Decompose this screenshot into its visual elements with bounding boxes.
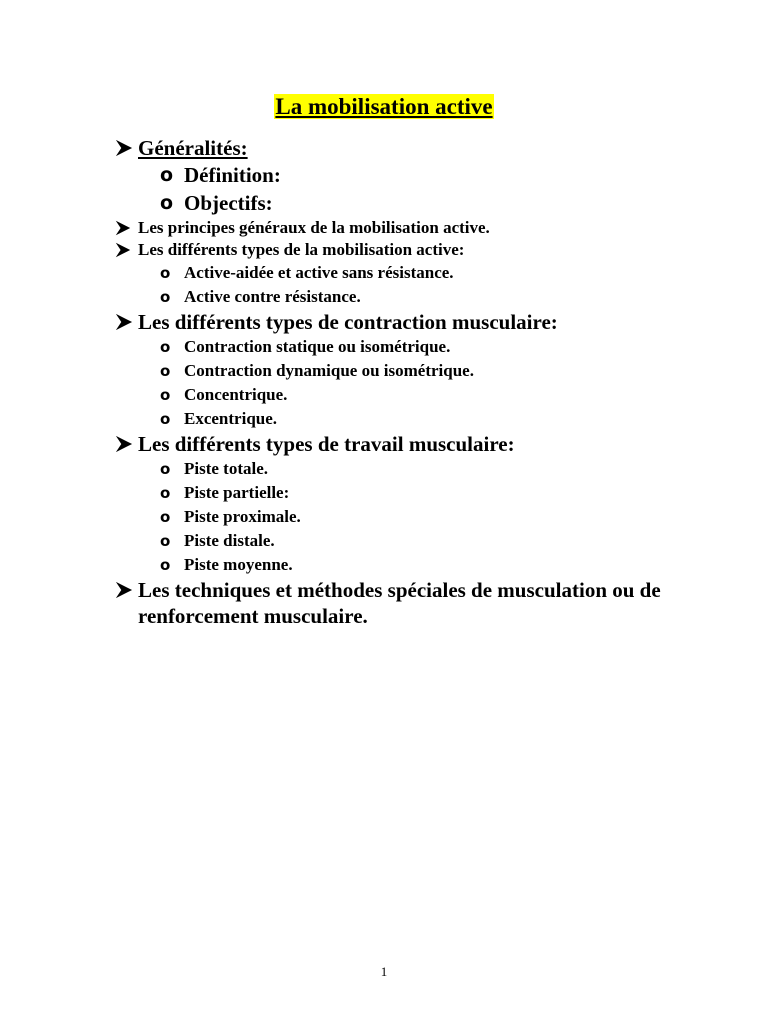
arrow-bullet-icon — [115, 242, 131, 258]
list-item — [113, 335, 673, 359]
list-item — [113, 359, 673, 383]
list-item — [113, 481, 673, 505]
list-item-text: Contraction dynamique ou isométrique. — [184, 361, 474, 380]
circle-bullet-icon: o — [160, 410, 171, 428]
page-title — [0, 93, 768, 121]
list-item — [113, 285, 673, 309]
circle-bullet-icon: o — [160, 508, 171, 526]
circle-bullet-icon: o — [160, 338, 171, 356]
section-heading-principes — [113, 217, 673, 239]
list-item-text: Piste totale. — [184, 459, 269, 478]
section-heading-types-mobilisation — [113, 239, 673, 261]
list-item-text: Active contre résistance. — [184, 287, 361, 306]
section-label: Les principes généraux de la mobilisation active. — [138, 218, 490, 237]
circle-bullet-icon: o — [160, 484, 171, 502]
list-item — [113, 553, 673, 577]
list-item — [113, 383, 673, 407]
section-heading-contraction — [113, 309, 673, 335]
circle-bullet-icon: o — [160, 362, 171, 380]
page-number: 1 — [380, 964, 388, 979]
list-item — [113, 529, 673, 553]
arrow-bullet-icon — [115, 220, 131, 236]
circle-bullet-icon: o — [160, 532, 171, 550]
circle-bullet-icon: o — [160, 460, 171, 478]
circle-bullet-icon: o — [160, 164, 174, 186]
circle-bullet-icon: o — [160, 386, 171, 404]
list-item — [113, 407, 673, 431]
outline — [113, 135, 673, 629]
section-heading-generalites — [113, 135, 673, 161]
section-label: Généralités: — [138, 136, 248, 160]
section-label: Les techniques et méthodes spéciales de musculation ou de renforcement musculaire. — [138, 578, 661, 628]
section-label: Les différents types de la mobilisation active: — [138, 240, 465, 259]
circle-bullet-icon: o — [160, 264, 171, 282]
section-heading-techniques — [113, 577, 673, 629]
page-title-text: La mobilisation active — [275, 94, 493, 119]
list-item — [113, 189, 673, 217]
list-item-text: Piste partielle: — [184, 483, 290, 502]
arrow-bullet-icon — [115, 581, 133, 599]
list-item-text: Objectifs: — [184, 191, 273, 215]
list-item — [113, 505, 673, 529]
arrow-bullet-icon — [115, 435, 133, 453]
list-item — [113, 161, 673, 189]
arrow-bullet-icon — [115, 139, 133, 157]
list-item-text: Piste proximale. — [184, 507, 301, 526]
list-item-text: Piste distale. — [184, 531, 275, 550]
section-label: Les différents types de contraction musculaire: — [138, 310, 558, 334]
list-item — [113, 261, 673, 285]
section-heading-travail — [113, 431, 673, 457]
list-item-text: Concentrique. — [184, 385, 288, 404]
circle-bullet-icon: o — [160, 288, 171, 306]
circle-bullet-icon: o — [160, 556, 171, 574]
list-item-text: Définition: — [184, 163, 281, 187]
list-item — [113, 457, 673, 481]
list-item-text: Contraction statique ou isométrique. — [184, 337, 451, 356]
arrow-bullet-icon — [115, 313, 133, 331]
list-item-text: Excentrique. — [184, 409, 278, 428]
section-label: Les différents types de travail musculaire: — [138, 432, 515, 456]
circle-bullet-icon: o — [160, 192, 174, 214]
list-item-text: Active-aidée et active sans résistance. — [184, 263, 454, 282]
list-item-text: Piste moyenne. — [184, 555, 293, 574]
